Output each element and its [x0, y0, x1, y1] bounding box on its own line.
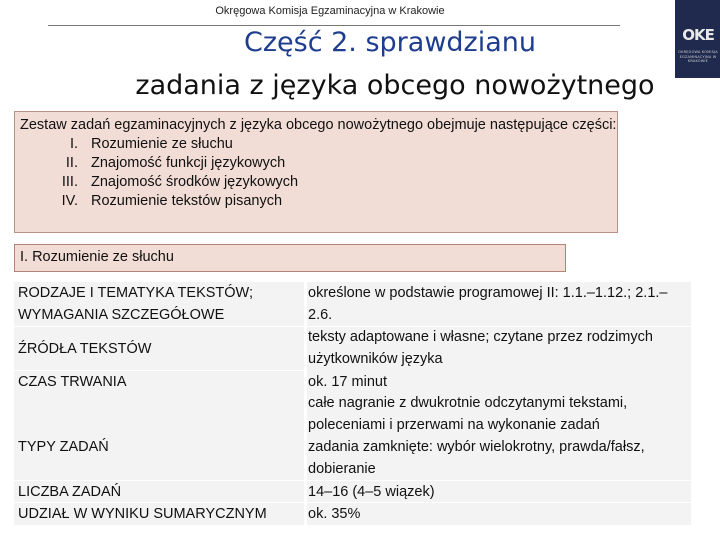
- table-row-value: ok. 17 minut: [308, 374, 387, 390]
- slide-title-line2: zadania z języka obcego nowożytnego: [135, 70, 655, 101]
- table-row-label: ŹRÓDŁA TEKSTÓW: [18, 341, 152, 357]
- list-item-text: Znajomość środków językowych: [91, 174, 299, 190]
- intro-lead: Zestaw zadań egzaminacyjnych z języka obcego nowożytnego obejmuje następujące części:: [20, 117, 617, 133]
- list-item-number: III.: [61, 174, 78, 190]
- logo-subtitle: OKRĘGOWA KOMISJA EGZAMINACYJNA W KRAKOWIE: [678, 50, 718, 63]
- parts-list: [20, 135, 617, 211]
- list-item: [20, 192, 617, 211]
- table-row-value: całe nagranie z dwukrotnie odczytanymi tekstami, poleceniami i przerwami na wykonanie zadań: [308, 395, 628, 433]
- table-row-value: ok. 35%: [308, 506, 361, 522]
- table-row-label: CZAS TRWANIA: [18, 374, 127, 390]
- table-row-value: zadania zamknięte: wybór wielokrotny, prawda/fałsz, dobieranie: [308, 439, 645, 477]
- list-item-text: Rozumienie ze słuchu: [91, 136, 233, 152]
- table-row-value: teksty adaptowane i własne; czytane przez rodzimych użytkowników języka: [308, 329, 653, 367]
- slide-title-line1: Część 2. sprawdzianu: [244, 27, 536, 58]
- header-organization: Okręgowa Komisja Egzaminacyjna w Krakowie: [215, 5, 445, 17]
- list-item: [20, 154, 617, 173]
- table-row-label: UDZIAŁ W WYNIKU SUMARYCZNYM: [18, 506, 267, 522]
- table-row-label: RODZAJE I TEMATYKA TEKSTÓW; WYMAGANIA SZCZEGÓŁOWE: [18, 285, 253, 323]
- list-item-text: Rozumienie tekstów pisanych: [91, 193, 283, 209]
- info-table: [14, 282, 691, 525]
- list-item-number: I.: [69, 136, 78, 152]
- list-item-number: IV.: [61, 193, 78, 209]
- header-divider: [48, 25, 620, 26]
- table-row-label: LICZBA ZADAŃ: [18, 484, 122, 500]
- list-item-number: II.: [65, 155, 78, 171]
- section-heading: I. Rozumienie ze słuchu: [14, 244, 566, 272]
- list-item: [20, 135, 617, 154]
- list-item-text: Znajomość funkcji językowych: [91, 155, 286, 171]
- table-row-label: TYPY ZADAŃ: [18, 439, 109, 455]
- intro-box: [14, 111, 618, 233]
- table-row-value: określone w podstawie programowej II: 1.1.–1.12.; 2.1.–2.6.: [308, 285, 668, 323]
- table-row-value: 14–16 (4–5 wiązek): [308, 484, 435, 500]
- logo-mark: OKE: [682, 26, 714, 44]
- list-item: [20, 173, 617, 192]
